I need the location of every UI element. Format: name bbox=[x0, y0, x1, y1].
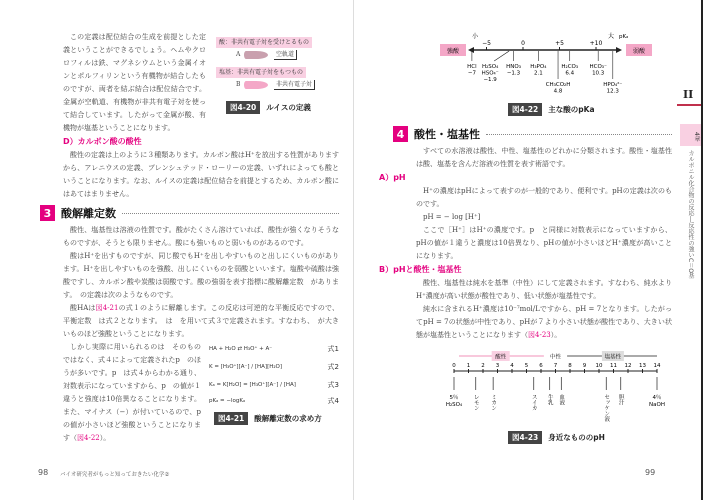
small-label: 小 bbox=[472, 33, 479, 40]
section-number: 4 bbox=[393, 126, 408, 142]
equation-label: 式1 bbox=[327, 345, 339, 353]
tick-label: 2 bbox=[481, 363, 485, 369]
running-footer: バイオ研究者がもっと知っておきたい化学② bbox=[60, 472, 170, 478]
tick-label: 10 bbox=[595, 363, 603, 369]
paragraph: 酸性の定義は上のように３種類あります。カルボン酸はH⁺を放出する性質がありますから、アレニウスの定義、ブレンシュテッド・ローリーの定義、いずれによっても酸ということになります。なお、ルイスの定義は配位結合を前提とするため、カルボン酸にはあてはまりません。 bbox=[63, 151, 339, 198]
tick-label: 7 bbox=[553, 363, 558, 369]
tick-label: 5 bbox=[524, 363, 529, 369]
figure-caption bbox=[508, 103, 595, 116]
acid-pka: −1.9 bbox=[483, 77, 497, 83]
equation-label: 式4 bbox=[327, 397, 339, 405]
tick-label: −5 bbox=[482, 40, 491, 47]
chapter-tab[interactable]: 4章 bbox=[680, 124, 701, 146]
figure-badge: 図4-21 bbox=[214, 412, 248, 425]
paragraph: 酸性、塩基性は純水を基準（中性）にして定義されます。すなわち、純水よりH⁺濃度が高い状態が酸性であり、低い状態が塩基性です。 bbox=[416, 279, 672, 300]
section-heading-3 bbox=[40, 205, 339, 221]
large-label: 大 bbox=[608, 33, 615, 40]
tick-label: 3 bbox=[495, 363, 500, 369]
paragraph: この定義は配位結合の生成を前提とした定義ということができるでしょう。ヘムやクロロフィルは鉄、マグネシウムという金属イオンとポルフィリンという有機物が結合したものですが、両者を結ぶ結合は配位結合です。金属が空軌道、有機物が非共有電子対を使って結合しています。したがって金属が酸、有機物が塩基ということになります。 bbox=[63, 33, 206, 132]
section-title: 酸解離定数 bbox=[61, 206, 116, 220]
base-label: 塩基：非共有電子対をもつもの bbox=[216, 67, 306, 78]
tick-label: 12 bbox=[624, 363, 632, 369]
tick-label: 11 bbox=[610, 363, 617, 369]
tick-label: 8 bbox=[568, 363, 572, 369]
item-label: レモン bbox=[472, 394, 479, 411]
acid-name: H₂SO₄ bbox=[481, 64, 499, 70]
figure-badge: 図4-23 bbox=[508, 431, 542, 444]
left-arrow-icon bbox=[468, 47, 474, 53]
acid-pointer bbox=[494, 51, 509, 61]
ph-formula: pH = − log [H⁺] bbox=[423, 213, 481, 221]
right-page bbox=[355, 0, 708, 500]
acid-pka: 6.4 bbox=[565, 70, 575, 77]
caption-text: 酸解離定数の求め方 bbox=[254, 414, 322, 423]
pka-chart bbox=[438, 30, 678, 100]
caption-text: 主な酸のpKa bbox=[548, 105, 595, 114]
equation-label: 式2 bbox=[327, 363, 339, 371]
section-number: 3 bbox=[40, 205, 55, 221]
item-label: 5％ bbox=[449, 395, 459, 401]
axis-label: pKₐ bbox=[619, 34, 629, 40]
acid-name: HSO₄⁻ bbox=[481, 70, 499, 77]
divider bbox=[122, 213, 339, 214]
item-label: セッケン液 bbox=[603, 394, 610, 422]
equation-4: pKₐ = −logKₐ bbox=[209, 398, 246, 404]
acid-pka: −7 bbox=[467, 70, 476, 77]
acid-name: HCO₃⁻ bbox=[589, 64, 607, 70]
orbital-note: 空軌道 bbox=[274, 50, 297, 60]
figure-caption bbox=[508, 431, 672, 444]
right-text-flow bbox=[379, 122, 672, 444]
item-label: 牛乳 bbox=[546, 394, 553, 405]
figure-ref[interactable]: 図4-21 bbox=[95, 304, 119, 312]
chapter-title: カルボニル化合物の反応―反応性の強いC＝O基 bbox=[687, 150, 694, 279]
acid-name: H₃PO₄ bbox=[530, 64, 547, 70]
acid-label: 酸性 bbox=[495, 354, 507, 361]
tick-label: 4 bbox=[510, 363, 514, 369]
equation-3: Kₐ = K[H₂O] = [H₃O⁺][A⁻] / [HA] bbox=[209, 382, 296, 388]
paragraph: 純水に含まれるH⁺濃度は10⁻⁷mol/Lですから、pH = 7となります。したがってpH = 7の状態が中性であり、pHが７より小さい状態が酸性であり、大きい状態が塩基性ということになります（図4-23）。 bbox=[416, 305, 672, 339]
atom-a: A bbox=[236, 51, 241, 58]
divider bbox=[486, 134, 672, 135]
paragraph: 酸性、塩基性は溶液の性質です。酸がたくさん溶けていれば、酸性が強くなりそうなものですが、そうとも限りません。酸にも強いものと弱いものがあるのです。 bbox=[63, 226, 339, 247]
figure-caption bbox=[226, 101, 311, 114]
acid-pka: 2.1 bbox=[533, 70, 543, 77]
page-number: 99 bbox=[645, 468, 656, 477]
strong-acid-label: 強酸 bbox=[446, 48, 460, 55]
spine-edge bbox=[701, 0, 703, 500]
acid-label: 酸：非共有電子対を受けとるもの bbox=[216, 37, 312, 48]
figure-ref[interactable]: 図4-22 bbox=[77, 434, 100, 442]
item-label: NaOH bbox=[649, 402, 665, 408]
paragraph: H⁺の濃度はpHによって表すのが一般的であり、便利です。pHの定義は次のものです。 bbox=[416, 187, 672, 208]
paragraph: 酸はH⁺を出すものですが、同じ酸でもH⁺を出しやすいものと出しにくいものがあります。H⁺を出しやすいものを強酸、出しにくいものを弱酸といいます。塩酸や硫酸は強酸ですし、カルボン酸や炭酸は弱酸です。酸の強弱を表す指標に酸解離定数 があります。 の定義は次のようなものです。 bbox=[63, 252, 339, 299]
tick-label: 14 bbox=[653, 363, 661, 369]
item-label: スイカ bbox=[530, 394, 537, 411]
neutral-label: 中性 bbox=[549, 354, 562, 361]
tick-label: +10 bbox=[589, 40, 603, 47]
tick-label: 9 bbox=[582, 363, 587, 369]
figure-badge: 図4-20 bbox=[226, 101, 260, 114]
tick-label: 13 bbox=[639, 363, 646, 369]
section-heading-4 bbox=[393, 126, 672, 142]
item-label: H₂SO₄ bbox=[445, 402, 463, 408]
figure-4-21 bbox=[209, 345, 339, 425]
acid-name: HCl bbox=[467, 64, 477, 70]
acid-name: H₂CO₃ bbox=[561, 64, 579, 70]
acid-name: CH₃CO₂H bbox=[545, 82, 571, 88]
caption-text: 身近なもののpH bbox=[548, 433, 605, 442]
left-text-flow bbox=[43, 31, 339, 445]
lone-pair-note: 非共有電子対 bbox=[274, 80, 315, 90]
paragraph: すべての水溶液は酸性、中性、塩基性のどれかに分類されます。酸性・塩基性は酸、塩基を含んだ溶液の性質を表す術語です。 bbox=[416, 147, 672, 168]
subheading-a: A）pH bbox=[379, 173, 406, 182]
paragraph: しかし実際に用いられるのは そのものではなく、式４によって定義されたp のほうが多いです。p は式４からわかる通り、対数表示になっていますから、p の値が１違うと強度は10倍異なることになります。また、マイナス（−）が付いているので、p の値が小さいほど強酸ということになります（図4-22）。 bbox=[63, 343, 208, 442]
acid-pka: 12.3 bbox=[606, 88, 619, 95]
tick-label: 6 bbox=[539, 363, 543, 369]
lone-pair-shape bbox=[244, 81, 268, 89]
acid-pka: 4.8 bbox=[553, 88, 563, 95]
item-label: 胆汁 bbox=[617, 394, 624, 405]
acid-name: HPO₄²⁻ bbox=[603, 82, 623, 88]
acid-name: HNO₃ bbox=[506, 64, 521, 70]
page-number: 98 bbox=[38, 468, 49, 477]
weak-acid-label: 弱酸 bbox=[632, 48, 646, 55]
equation-1: HA + H₂O ⇄ H₃O⁺ + A⁻ bbox=[209, 346, 273, 352]
acid-pka: 10.3 bbox=[592, 70, 605, 77]
paragraph: ここで［H⁺］はH⁺の濃度です。p と同様に対数表示になっていますから、pHの値が１違うと濃度は10倍異なり、pHの値が小さいほどH⁺濃度が高いことになります。 bbox=[416, 226, 672, 260]
item-label: 血液 bbox=[558, 394, 565, 405]
right-arrow-icon bbox=[616, 47, 622, 53]
equation-2: K = [H₃O⁺][A⁻] / [HA][H₂O] bbox=[209, 364, 283, 370]
figure-ref[interactable]: 図4-23 bbox=[528, 331, 551, 339]
tick-label: +5 bbox=[555, 40, 564, 47]
figure-badge: 図4-22 bbox=[508, 103, 542, 116]
part-marker: II bbox=[683, 88, 694, 101]
tick-label: 0 bbox=[452, 363, 456, 369]
figure-4-20 bbox=[214, 33, 339, 117]
tick-label: 1 bbox=[466, 363, 471, 369]
atom-b: B bbox=[236, 81, 241, 88]
section-title: 酸性・塩基性 bbox=[414, 127, 480, 141]
figure-caption bbox=[214, 412, 339, 425]
acid-pka: −1.3 bbox=[506, 70, 521, 77]
ph-chart bbox=[440, 348, 675, 428]
subheading-d: D）カルボン酸の酸性 bbox=[63, 137, 142, 146]
part-divider bbox=[677, 104, 701, 106]
base-label: 塩基性 bbox=[604, 354, 622, 361]
tick-label: 0 bbox=[521, 40, 525, 47]
empty-orbital-shape bbox=[244, 51, 268, 59]
caption-text: ルイスの定義 bbox=[266, 103, 311, 112]
equation-label: 式3 bbox=[327, 381, 339, 389]
item-label: ミカン bbox=[490, 394, 497, 411]
item-label: 4％ bbox=[652, 395, 662, 401]
paragraph: 酸HAは図4-21の式１のように解離します。この反応は可逆的な平衡反応ですので、平衡定数 は式２となります。 は を用いて式３で定義されます。すなわち、 が大きいものほど強酸ということになります。 bbox=[63, 304, 339, 338]
subheading-b: B）pHと酸性・塩基性 bbox=[379, 265, 462, 274]
